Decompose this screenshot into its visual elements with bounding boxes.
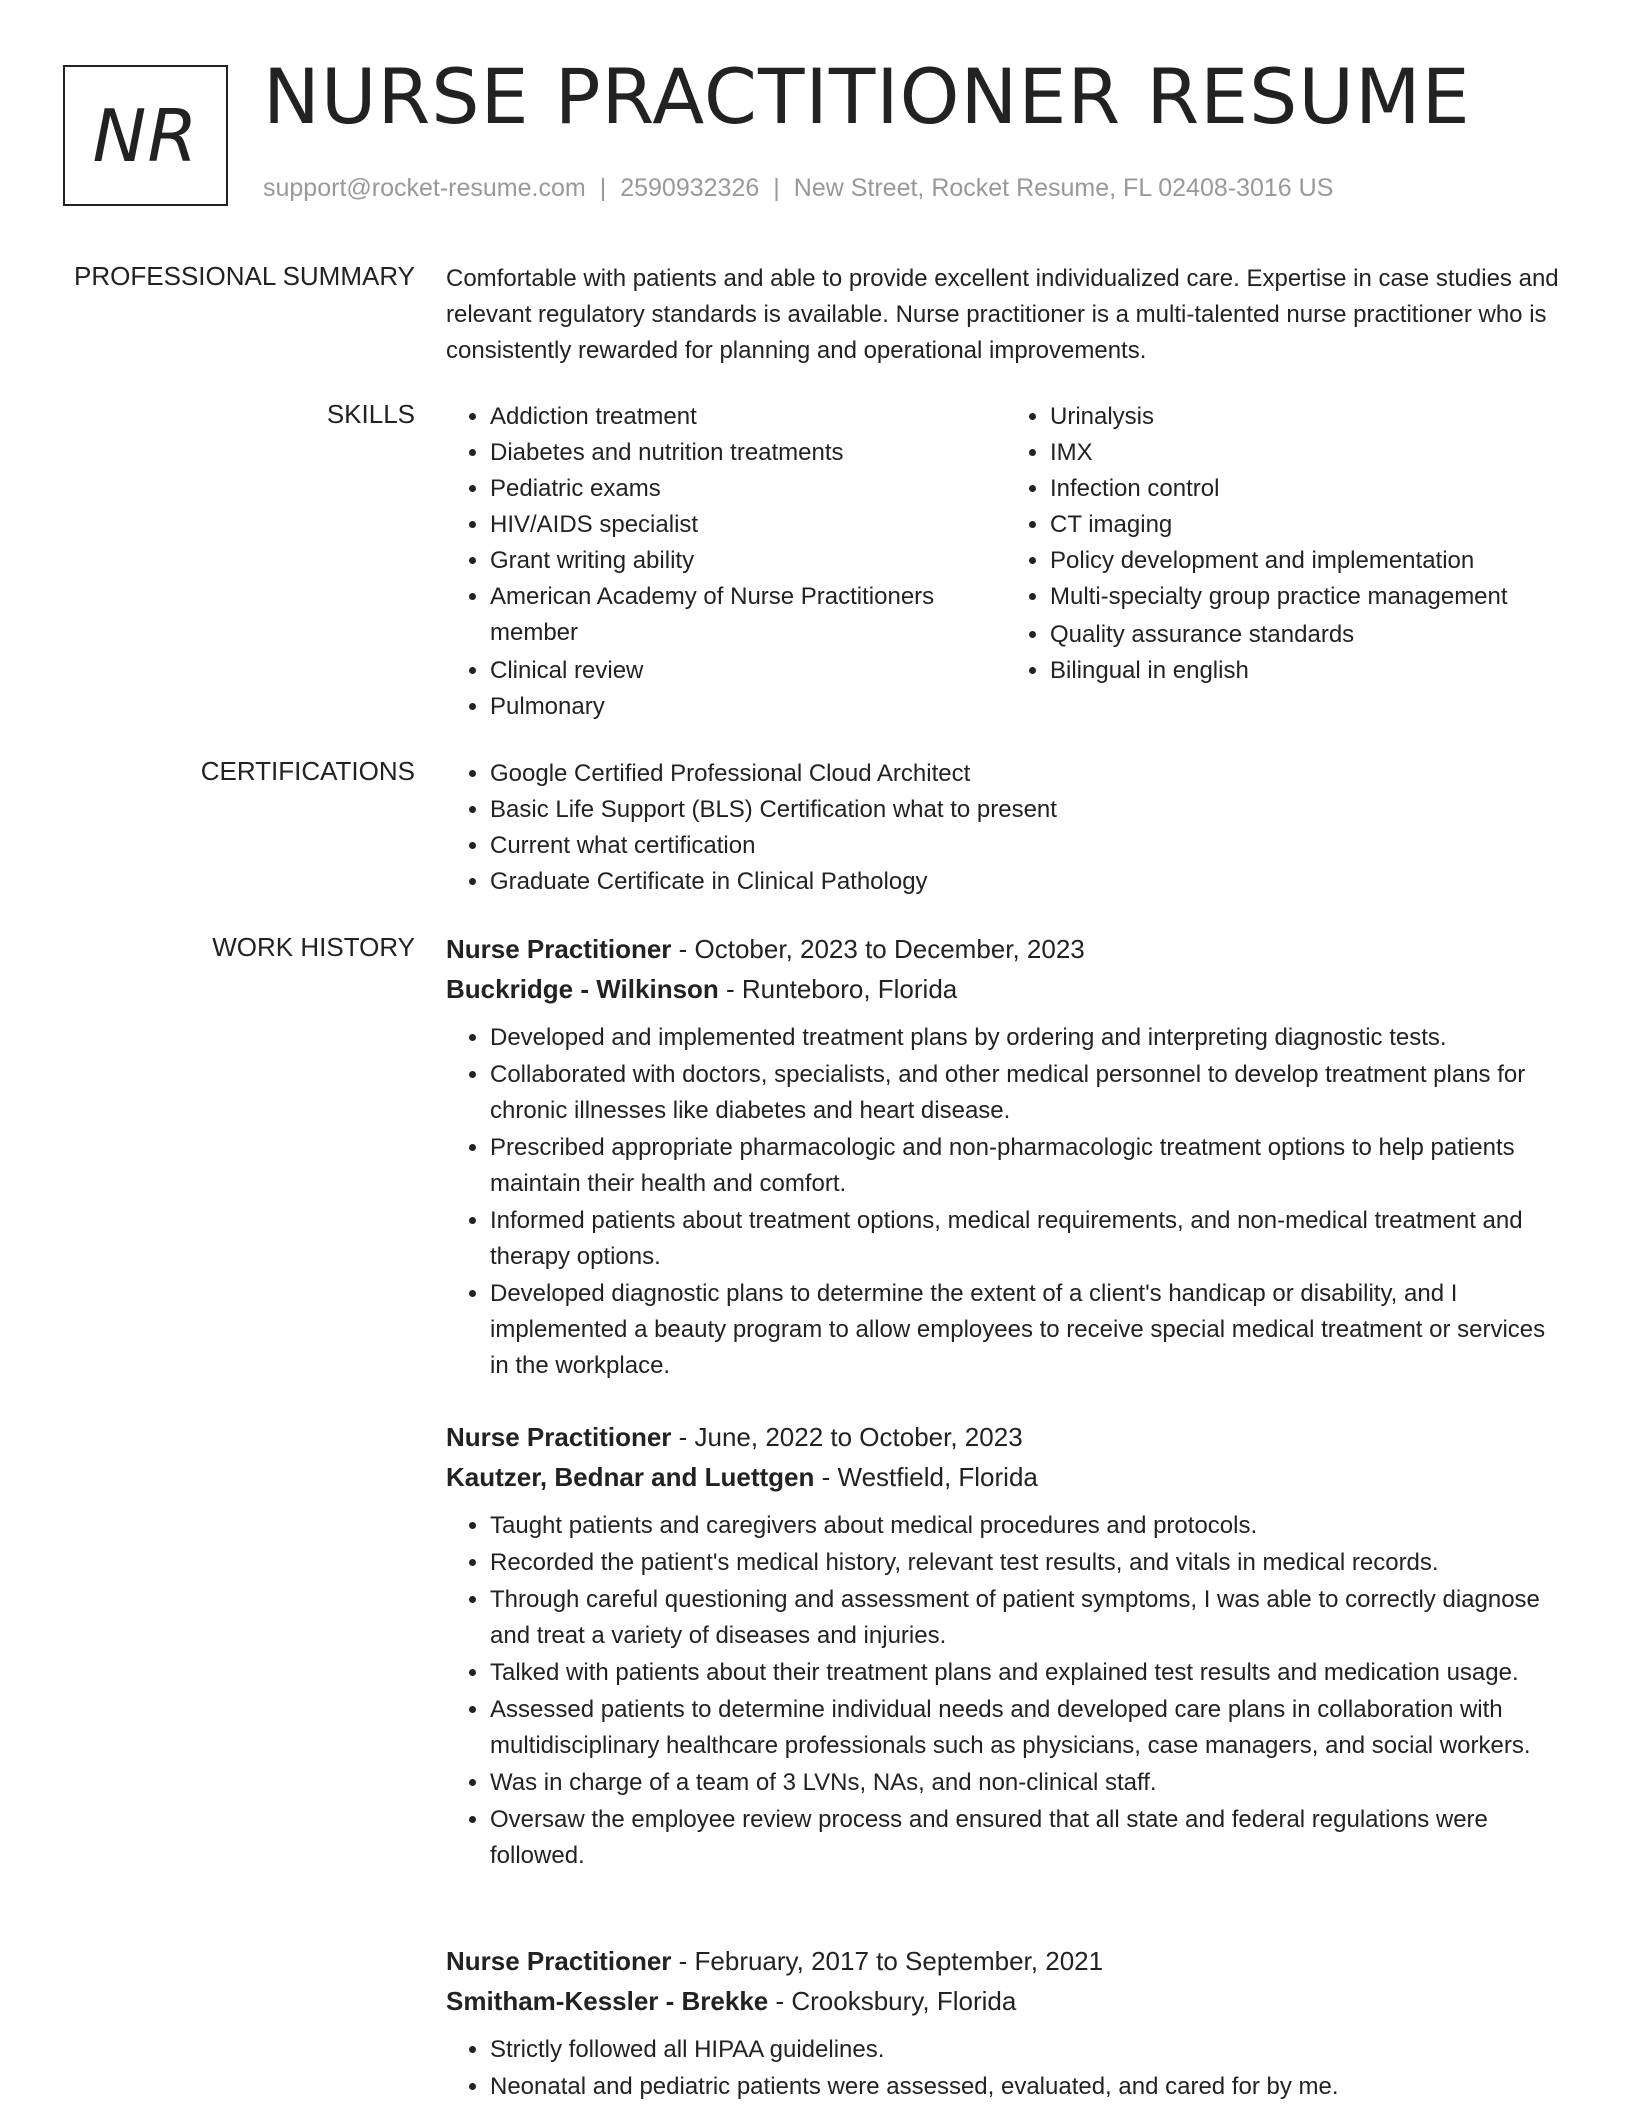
skill-item: • HIV/AIDS specialist	[490, 507, 1006, 543]
certifications-list	[446, 756, 1566, 900]
contact-line	[263, 174, 1333, 203]
skill-item: • Grant writing ability	[490, 543, 1006, 579]
skill-item: • Urinalysis	[1050, 399, 1566, 435]
job-bullet: • Recorded the patient's medical history, relevant test results, and vitals in medical records.	[490, 1545, 1566, 1581]
job-location: - Runteboro, Florida	[718, 974, 958, 1004]
monogram-box	[63, 65, 228, 206]
work-label: WORK HISTORY	[212, 932, 415, 962]
certifications-body	[446, 756, 1566, 900]
skill-item: • IMX	[1050, 435, 1566, 471]
job-entry	[446, 932, 1566, 1384]
job-company: Kautzer, Bednar and Luettgen	[446, 1462, 815, 1492]
job-bullet: • Developed diagnostic plans to determine the extent of a client's handicap or disability, and I implemented a beauty program to allow employees to receive special medical treatment or services in the workplace.	[490, 1276, 1566, 1384]
certification-item: • Basic Life Support (BLS) Certification what to present	[490, 792, 1566, 828]
skill-item: • Clinical review	[490, 653, 1006, 689]
skill-item: • Bilingual in english	[1050, 653, 1566, 689]
skills-list-right	[1006, 399, 1566, 725]
skill-item: • Pediatric exams	[490, 471, 1006, 507]
skill-item: • Pulmonary	[490, 689, 1006, 725]
job-bullet: • Talked with patients about their treatment plans and explained test results and medication usage.	[490, 1655, 1566, 1691]
job-bullet: • Assessed patients to determine individual needs and developed care plans in collaboration with multidisciplinary healthcare professionals such as physicians, case managers, and social workers.	[490, 1692, 1566, 1764]
contact-phone[interactable]: 2590932326	[620, 174, 760, 202]
job-title: Nurse Practitioner	[446, 1946, 672, 1976]
job-bullet: • Developed and implemented treatment plans by ordering and interpreting diagnostic tests.	[490, 1020, 1566, 1056]
summary-label: PROFESSIONAL SUMMARY	[74, 261, 415, 291]
job-title-line	[446, 1941, 1566, 1981]
job-bullet: • Collaborated with doctors, specialists, and other medical personnel to develop treatment plans for chronic illnesses like diabetes and heart disease.	[490, 1057, 1566, 1129]
job-company-line	[446, 1457, 1566, 1497]
skill-item: • Diabetes and nutrition treatments	[490, 435, 1006, 471]
job-bullets	[446, 2032, 1566, 2105]
job-entry	[446, 1420, 1566, 1874]
job-dates: - October, 2023 to December, 2023	[671, 934, 1085, 964]
job-bullet: • Through careful questioning and assessment of patient symptoms, I was able to correctly diagnose and treat a variety of diseases and injuries.	[490, 1582, 1566, 1654]
skill-item: • CT imaging	[1050, 507, 1566, 543]
job-company: Buckridge - Wilkinson	[446, 974, 719, 1004]
job-company-line	[446, 1981, 1566, 2021]
job-dates: - June, 2022 to October, 2023	[671, 1422, 1023, 1452]
skill-item: • Infection control	[1050, 471, 1566, 507]
job-title-line	[446, 1417, 1566, 1457]
skill-item: • Policy development and implementation	[1050, 543, 1566, 579]
skills-label: SKILLS	[326, 399, 415, 429]
contact-email[interactable]: support@rocket-resume.com	[263, 174, 586, 202]
certification-item: • Graduate Certificate in Clinical Pathology	[490, 864, 1566, 900]
contact-separator: |	[599, 174, 607, 202]
certifications-label: CERTIFICATIONS	[200, 756, 415, 786]
job-bullet: • Strictly followed all HIPAA guidelines.	[490, 2032, 1566, 2068]
job-company: Smitham-Kessler - Brekke	[446, 1986, 769, 2016]
certification-item: • Current what certification	[490, 828, 1566, 864]
skills-columns	[446, 399, 1566, 725]
job-bullet: • Neonatal and pediatric patients were assessed, evaluated, and cared for by me.	[490, 2069, 1566, 2105]
job-title-line	[446, 929, 1566, 969]
job-bullets	[446, 1508, 1566, 1874]
job-bullet: • Taught patients and caregivers about medical procedures and protocols.	[490, 1508, 1566, 1544]
skill-item: • American Academy of Nurse Practitioners member	[490, 579, 1006, 651]
skill-item: • Multi-specialty group practice management	[1050, 579, 1566, 615]
job-location: - Westfield, Florida	[814, 1462, 1038, 1492]
skill-item: • Quality assurance standards	[1050, 617, 1566, 653]
resume-title: NURSE PRACTITIONER RESUME	[263, 52, 1471, 141]
job-bullet: • Informed patients about treatment options, medical requirements, and non-medical treatment and therapy options.	[490, 1203, 1566, 1275]
job-bullet: • Was in charge of a team of 3 LVNs, NAs, and non-clinical staff.	[490, 1765, 1566, 1801]
job-entry	[446, 1944, 1566, 2105]
contact-separator: |	[773, 174, 780, 202]
job-dates: - February, 2017 to September, 2021	[671, 1946, 1104, 1976]
contact-address: New Street, Rocket Resume, FL 02408-3016 US	[793, 174, 1334, 202]
job-title: Nurse Practitioner	[446, 934, 672, 964]
certification-item: • Google Certified Professional Cloud Architect	[490, 756, 1566, 792]
job-bullet: • Oversaw the employee review process and ensured that all state and federal regulations were followed.	[490, 1802, 1566, 1874]
skills-list-left	[446, 399, 1006, 725]
summary-text: Comfortable with patients and able to provide excellent individualized care. Expertise in case studies and relevant regulatory standards is available. Nurse practitioner is a multi-talented nurse practitioner who is consistently rewarded for planning and operational improvements.	[446, 265, 1559, 364]
skill-item: • Addiction treatment	[490, 399, 1006, 435]
job-bullets	[446, 1020, 1566, 1384]
job-location: - Crooksbury, Florida	[768, 1986, 1017, 2016]
job-title: Nurse Practitioner	[446, 1422, 672, 1452]
monogram-initials: NR	[92, 93, 199, 178]
job-company-line	[446, 969, 1566, 1009]
job-bullet: • Prescribed appropriate pharmacologic and non-pharmacologic treatment options to help patients maintain their health and comfort.	[490, 1130, 1566, 1202]
